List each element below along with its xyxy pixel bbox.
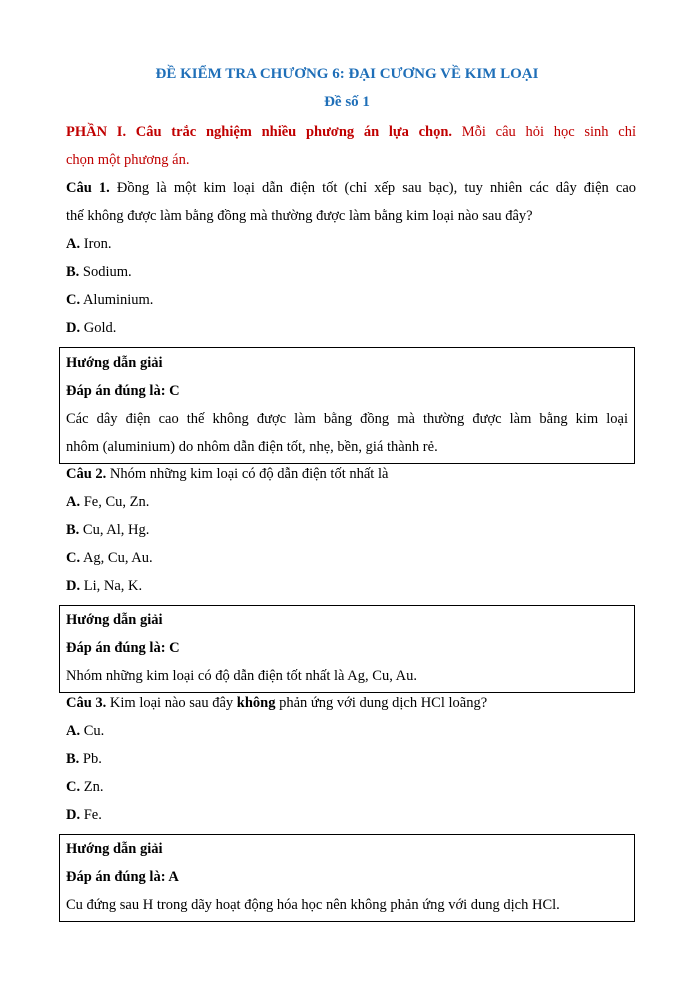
- solution-explanation-cont: nhôm (aluminium) do nhôm dẫn điện tốt, nhẹ, bền, giá thành rẻ.: [66, 439, 438, 455]
- question-3: [66, 693, 487, 713]
- section-title: PHẦN I. Câu trắc nghiệm nhiều phương án lựa chọn.: [66, 124, 453, 140]
- option-c: C. Aluminium.: [66, 292, 154, 308]
- solution-heading: Hướng dẫn giải: [66, 612, 163, 628]
- question-text-after: phản ứng với dung dịch HCl loãng?: [279, 695, 488, 711]
- solution-explanation: Các dây điện cao thế không được làm bằng đồng mà thường được làm bằng kim loại: [66, 411, 628, 427]
- question-label: Câu 2.: [66, 466, 107, 482]
- question-1: [66, 178, 636, 198]
- question-emphasis: không: [236, 695, 276, 711]
- section-instruction: Mỗi câu hỏi học sinh chỉ: [461, 124, 636, 140]
- solution-explanation: Cu đứng sau H trong dãy hoạt động hóa học nên không phản ứng với dung dịch HCl.: [66, 897, 560, 913]
- solution-heading: Hướng dẫn giải: [66, 841, 163, 857]
- question-text: Nhóm những kim loại có độ dẫn điện tốt nhất là: [109, 466, 389, 482]
- question-2: [66, 464, 388, 484]
- option-a: A. Fe, Cu, Zn.: [66, 494, 150, 510]
- solution-heading: Hướng dẫn giải: [66, 355, 163, 371]
- section-instruction-cont: chọn một phương án.: [66, 152, 190, 168]
- option-b: B. Cu, Al, Hg.: [66, 522, 150, 538]
- option-d: D. Li, Na, K.: [66, 578, 143, 594]
- question-label: Câu 3.: [66, 695, 107, 711]
- option-b: B. Pb.: [66, 751, 102, 767]
- solution-answer: Đáp án đúng là: C: [66, 383, 180, 399]
- document-title: ĐỀ KIỂM TRA CHƯƠNG 6: ĐẠI CƯƠNG VỀ KIM LOẠI: [155, 66, 539, 82]
- solution-explanation: Nhóm những kim loại có độ dẫn điện tốt nhất là Ag, Cu, Au.: [66, 668, 417, 684]
- solution-box-2: [59, 605, 635, 693]
- option-c: C. Ag, Cu, Au.: [66, 550, 153, 566]
- question-text: Đồng là một kim loại dẫn điện tốt (chỉ xếp sau bạc), tuy nhiên các dây điện cao: [116, 180, 636, 196]
- option-d: D. Fe.: [66, 807, 102, 823]
- question-text-cont: thế không được làm bằng đồng mà thường được làm bằng kim loại nào sau đây?: [66, 208, 533, 224]
- question-text: Kim loại nào sau đây: [109, 695, 234, 711]
- option-b: B. Sodium.: [66, 264, 132, 280]
- solution-box-3: [59, 834, 635, 922]
- question-label: Câu 1.: [66, 180, 110, 196]
- option-c: C. Zn.: [66, 779, 104, 795]
- option-d: D. Gold.: [66, 320, 117, 336]
- section-heading: [66, 122, 636, 142]
- option-a: A. Iron.: [66, 236, 112, 252]
- solution-box-1: [59, 347, 635, 464]
- document-subtitle: Đề số 1: [324, 94, 370, 110]
- solution-answer: Đáp án đúng là: C: [66, 640, 180, 656]
- solution-answer: Đáp án đúng là: A: [66, 869, 179, 885]
- option-a: A. Cu.: [66, 723, 105, 739]
